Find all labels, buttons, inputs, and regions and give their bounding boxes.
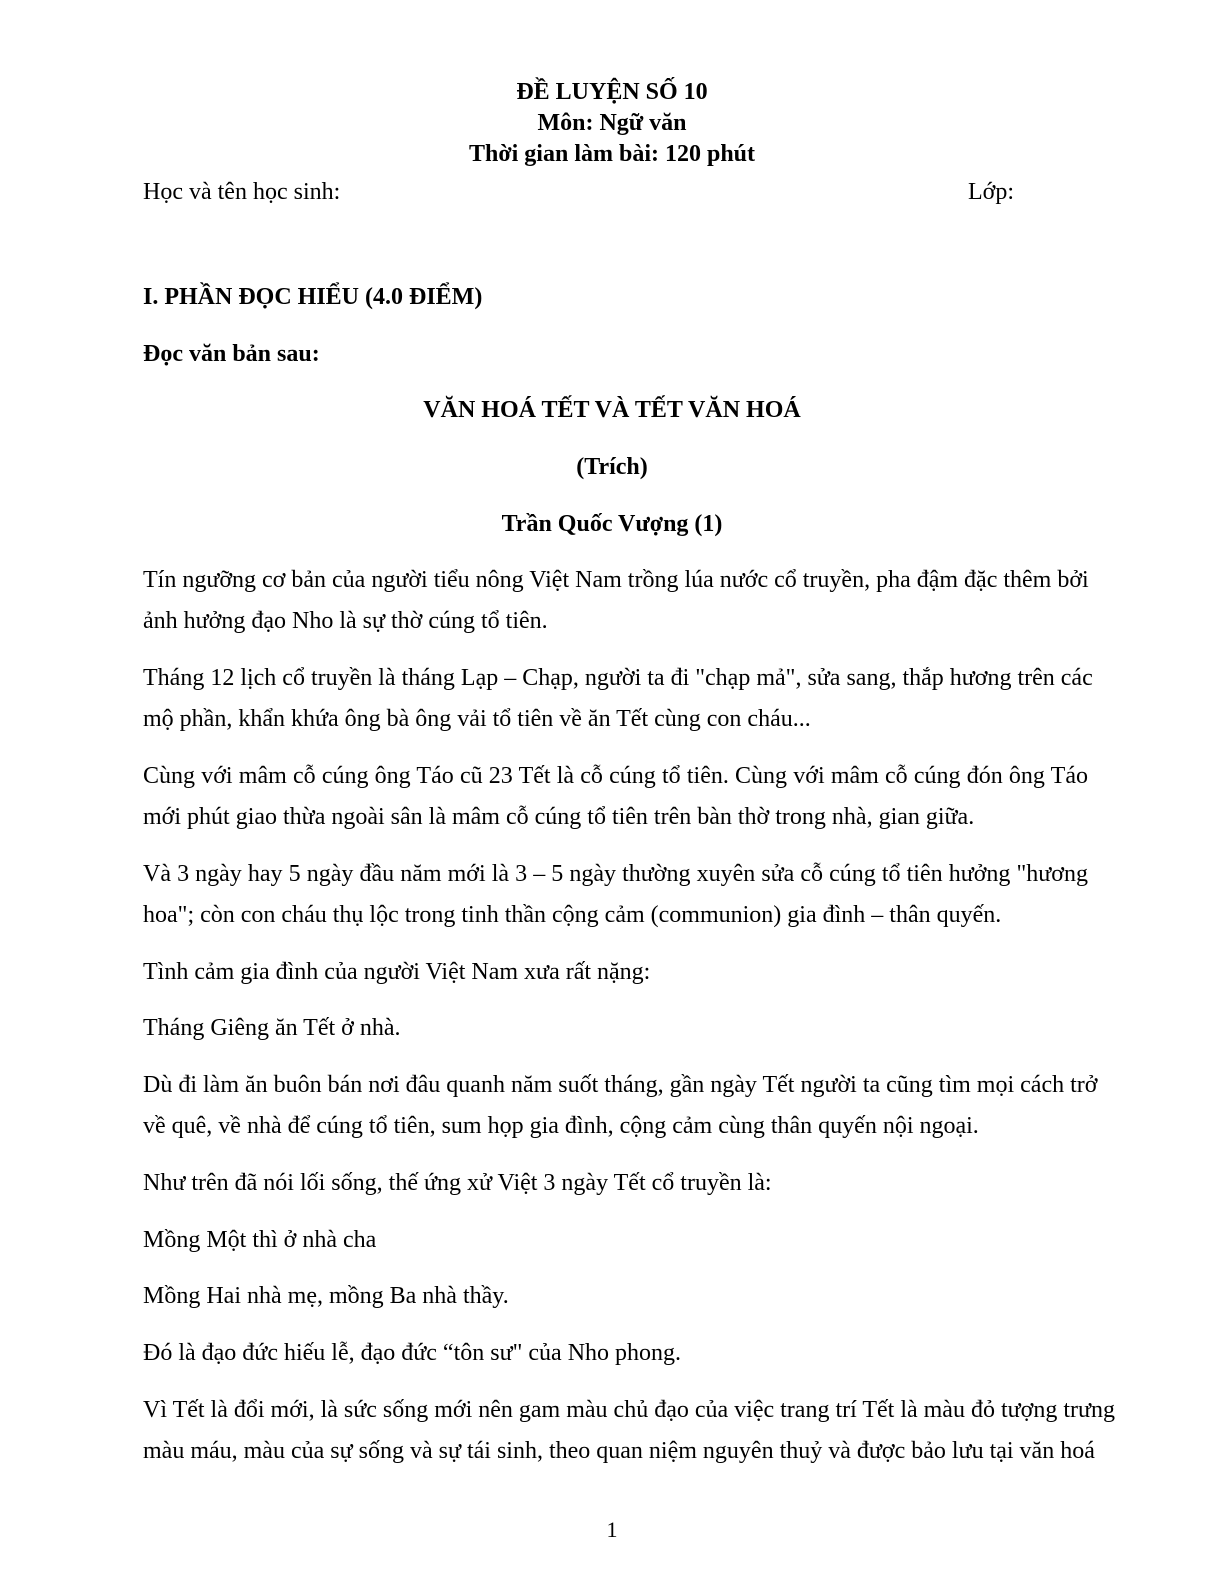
passage-line: ảnh hưởng đạo Nho là sự thờ cúng tổ tiên. — [143, 608, 548, 634]
passage-author: Trần Quốc Vượng (1) — [501, 511, 723, 537]
exam-title: ĐỀ LUYỆN SỐ 10 — [516, 79, 708, 105]
page-number: 1 — [606, 1517, 618, 1542]
exam-time: Thời gian làm bài: 120 phút — [468, 141, 756, 167]
passage-line: Cùng với mâm cỗ cúng ông Táo cũ 23 Tết là cỗ cúng tổ tiên. Cùng với mâm cỗ cúng đón ông Táo — [143, 763, 1088, 789]
passage-line: hoa"; còn con cháu thụ lộc trong tinh thần cộng cảm (communion) gia đình – thân quyến. — [143, 902, 1002, 928]
passage-line: Và 3 ngày hay 5 ngày đầu năm mới là 3 – 5 ngày thường xuyên sửa cỗ cúng tổ tiên hưởng "hương — [143, 861, 1088, 887]
passage-line: Tình cảm gia đình của người Việt Nam xưa rất nặng: — [143, 959, 651, 985]
reading-instruction: Đọc văn bản sau: — [143, 341, 320, 367]
passage-line: Như trên đã nói lối sống, thế ứng xử Việt 3 ngày Tết cổ truyền là: — [143, 1170, 772, 1196]
passage-line: Đó là đạo đức hiếu lễ, đạo đức “tôn sư" của Nho phong. — [143, 1340, 682, 1366]
section-heading: I. PHẦN ĐỌC HIỂU (4.0 ĐIỂM) — [143, 284, 483, 310]
passage-note: (Trích) — [576, 454, 648, 480]
passage-line: Tháng Giêng ăn Tết ở nhà. — [143, 1015, 401, 1041]
exam-subject: Môn: Ngữ văn — [537, 110, 687, 136]
student-name-label: Học và tên học sinh: — [143, 179, 341, 205]
passage-line: Mồng Hai nhà mẹ, mồng Ba nhà thầy. — [143, 1283, 509, 1309]
passage-line: Mồng Một thì ở nhà cha — [143, 1227, 377, 1253]
class-label: Lớp: — [968, 179, 1015, 205]
passage-line: mới phút giao thừa ngoài sân là mâm cỗ cúng tổ tiên trên bàn thờ trong nhà, gian giữa. — [143, 804, 975, 830]
passage-line: Tín ngưỡng cơ bản của người tiểu nông Việt Nam trồng lúa nước cổ truyền, pha đậm đặc thêm bởi — [143, 567, 1089, 593]
passage-title: VĂN HOÁ TẾT VÀ TẾT VĂN HOÁ — [423, 397, 801, 423]
passage-line: về quê, về nhà để cúng tổ tiên, sum họp gia đình, cộng cảm cùng thân quyến nội ngoại. — [143, 1113, 979, 1139]
passage-line: Vì Tết là đổi mới, là sức sống mới nên gam màu chủ đạo của việc trang trí Tết là màu đỏ tượng trưng — [143, 1397, 1115, 1423]
passage-line: màu máu, màu của sự sống và sự tái sinh, theo quan niệm nguyên thuỷ và được bảo lưu tại văn hoá — [143, 1438, 1095, 1464]
passage-line: mộ phần, khẩn khứa ông bà ông vải tổ tiên về ăn Tết cùng con cháu... — [143, 706, 811, 732]
passage-line: Dù đi làm ăn buôn bán nơi đâu quanh năm suốt tháng, gần ngày Tết người ta cũng tìm mọi cách trở — [143, 1072, 1098, 1098]
passage-line: Tháng 12 lịch cổ truyền là tháng Lạp – Chạp, người ta đi "chạp mả", sửa sang, thắp hương trên các — [143, 665, 1093, 691]
